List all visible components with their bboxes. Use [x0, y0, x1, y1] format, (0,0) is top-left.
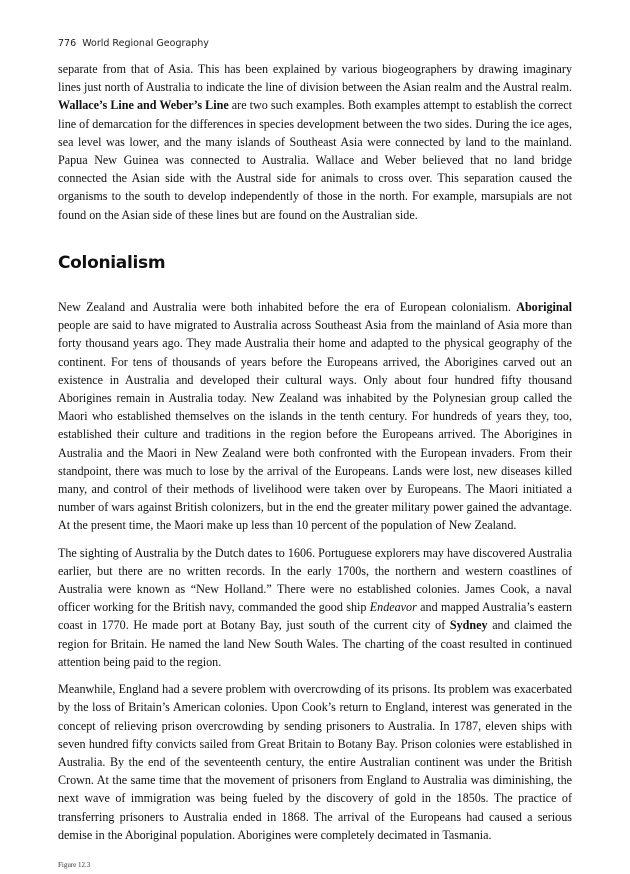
- paragraph-european-exploration: [58, 544, 572, 671]
- section-title: Colonialism: [58, 252, 166, 273]
- figure-label: Figure 12.3: [58, 860, 91, 869]
- text-run: separate from that of Asia. This has been explained by various biogeographers by drawing imaginary lines just north of Australia to indicate the line of division between the Asian realm and the Austral realm.: [58, 62, 572, 95]
- text-run: and claimed the region for Britain. He named the land New South Wales. The charting of the coast resulted in continued attention being paid to the region.: [58, 618, 572, 669]
- text-run: are two such examples. Both examples attempt to establish the correct line of demarcation for the differences in species development between the two sides. During the ice ages, sea level was lower, and the many islands of Southeast Asia were connected by land to the mainland. Papua New Guinea was connected to Australia. Wallace and Weber believed that no land bridge connected the Asian side with the Austral side for animals to cross over. This separation caused the organisms to the south to develop independently of those in the north. For example, marsupials are not found on the Asian side of these lines but are found on the Australian side.: [58, 98, 572, 222]
- page-number: 776: [58, 38, 77, 49]
- text-run: New Zealand and Australia were both inhabited before the era of European colonialism.: [58, 300, 517, 315]
- text-run: and mapped Australia’s eastern coast in 1770. He made port at Botany Bay, just south of the current city of: [58, 600, 573, 633]
- paragraph-prison-colonies: Meanwhile, England had a severe problem with overcrowding of its prisons. Its problem was exacerbated by the loss of Britain’s American colonies. Upon Cook’s return to England, interest was generated in the concept of relieving prison overcrowding by sending prisoners to Australia. In 1787, eleven ships with seven hundred fifty convicts sailed from Great Britain to Botany Bay. Prison colonies were established in Australia. By the end of the seventeenth century, the entire Australian continent was under the British Crown. At the same time that the movement of prisoners from England to Australia was diminishing, the next wave of immigration was being fueled by the discovery of gold in the 1850s. The practice of transferring prisoners to Australia ended in 1868. The arrival of the Europeans had caused a serious demise in the Aboriginal population. Aborigines were completely decimated in Tasmania.: [58, 682, 572, 842]
- text-run: The sighting of Australia by the Dutch dates to 1606. Portuguese explorers may have discovered Australia earlier, but there are no written records. In the early 1700s, the northern and western coastlines of Australia were known as “New Holland.” There were no established colonies. James Cook, a naval officer working for the British navy, commanded the good ship: [58, 545, 572, 615]
- intro-paragraph: [58, 60, 572, 224]
- paragraph-indigenous-peoples: [58, 298, 572, 535]
- term-sydney: Sydney: [449, 618, 488, 633]
- text-run: people are said to have migrated to Australia across Southeast Asia from the mainland of Asia more than forty thousand years ago. They made Australia their home and adapted to the physical geography of the continent. For tens of thousands of years before the Europeans arrived, the Aborigines carved out an existence in Australia and developed their cultural ways. Only about four hundred fifty thousand Aborigines remain in Australia today. New Zealand was inhabited by the Polynesian group called the Maori who established themselves on the islands in the tenth century. For hundreds of years they, too, established their culture and traditions in the region before the Europeans arrived. The Aborigines in Australia and the Maori in New Zealand were both confronted with the European invaders. From their standpoint, there was much to lose by the arrival of the Europeans. Lands were lost, new diseases killed many, and control of their methods of livelihood were taken over by Europeans. The Maori initiated a number of wars against British colonizers, but in the end the greater military power gained the advantage. At the present time, the Maori make up less than 10 percent of the population of New Zealand.: [58, 318, 572, 533]
- page-header: [58, 38, 209, 49]
- term-aboriginal: Aboriginal: [516, 300, 572, 315]
- page-content: [58, 60, 572, 874]
- ship-name-endeavor: Endeavor: [369, 600, 417, 615]
- term-wallace-weber-lines: Wallace’s Line and Weber’s Line: [58, 98, 229, 113]
- book-title: World Regional Geography: [82, 38, 209, 49]
